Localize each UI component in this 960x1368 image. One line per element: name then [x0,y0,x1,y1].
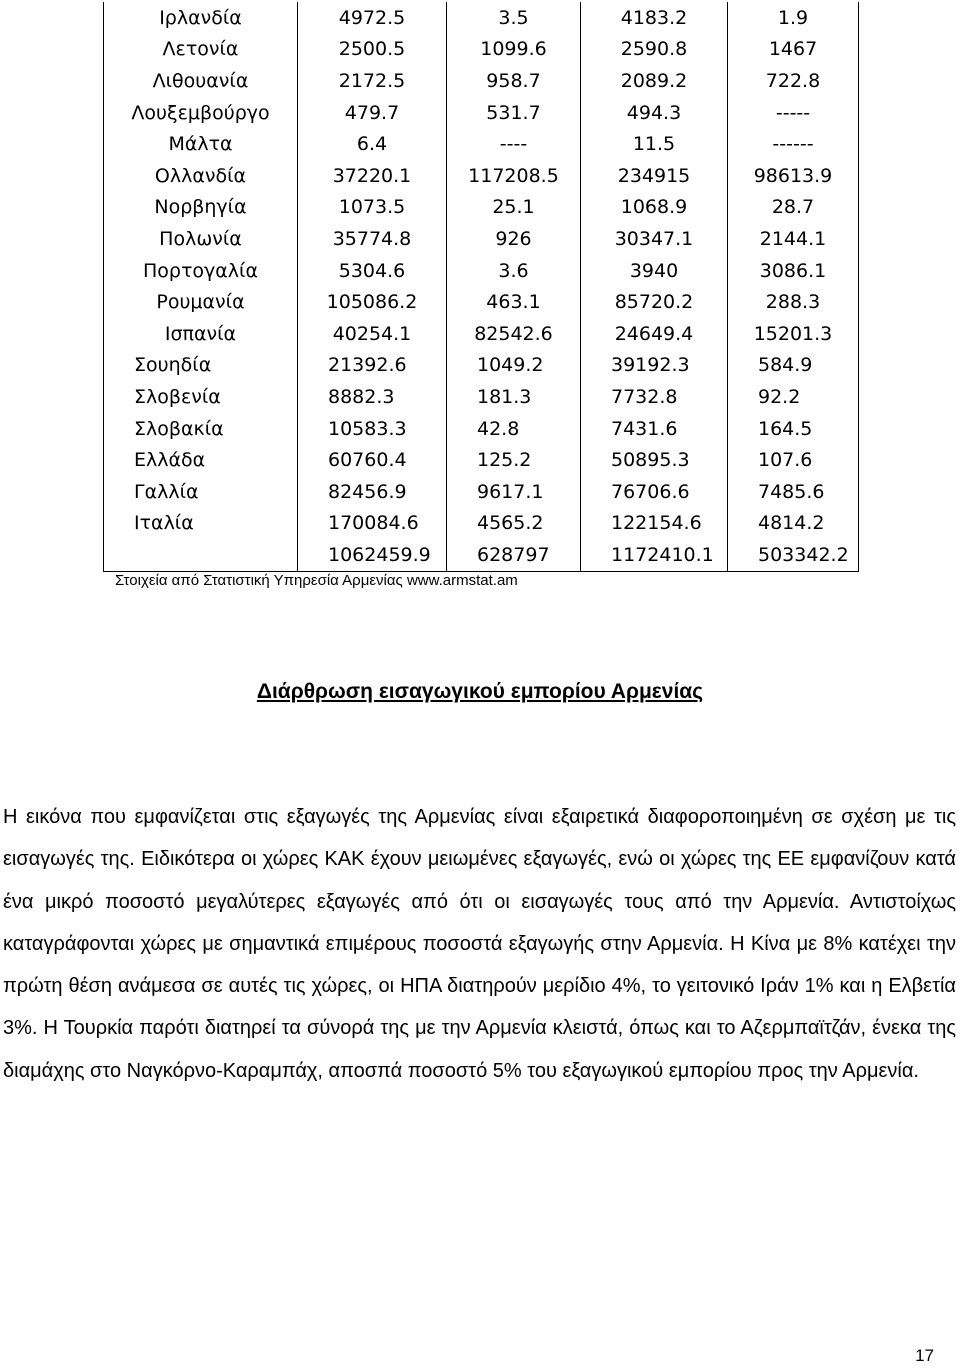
table-row [104,2,859,34]
value-cell-4: 92.2 [728,381,859,413]
table-row [104,381,859,413]
value-cell-1: 2500.5 [298,34,447,66]
country-cell: Ιταλία [104,508,298,540]
value-cell-1: 5304.6 [298,255,447,287]
value-cell-1: 479.7 [298,97,447,129]
value-cell-4: 28.7 [728,192,859,224]
value-cell-1: 21392.6 [298,350,447,382]
country-cell: Πορτογαλία [104,255,298,287]
country-cell: Νορβηγία [104,192,298,224]
section-heading: Διάρθρωση εισαγωγικού εμπορίου Αρμενίας [256,680,704,703]
value-cell-2: 4565.2 [447,508,581,540]
value-cell-3: 7732.8 [581,381,728,413]
value-cell-2: 628797 [447,539,581,571]
country-cell: Ελλάδα [104,444,298,476]
value-cell-1: 8882.3 [298,381,447,413]
value-cell-3: 24649.4 [581,318,728,350]
table-row [104,508,859,540]
value-cell-2: 82542.6 [447,318,581,350]
value-cell-3: 3940 [581,255,728,287]
value-cell-1: 2172.5 [298,65,447,97]
value-cell-4: 15201.3 [728,318,859,350]
value-cell-3: 234915 [581,160,728,192]
country-cell: Σλοβενία [104,381,298,413]
value-cell-4: 98613.9 [728,160,859,192]
value-cell-2: ---- [447,128,581,160]
table-row [104,318,859,350]
country-cell: Γαλλία [104,476,298,508]
value-cell-2: 1099.6 [447,34,581,66]
value-cell-4: 288.3 [728,286,859,318]
value-cell-2: 3.5 [447,2,581,34]
value-cell-4: ----- [728,97,859,129]
table-row [104,128,859,160]
table-row [104,223,859,255]
trade-table [103,2,859,572]
country-cell: Πολωνία [104,223,298,255]
value-cell-3: 50895.3 [581,444,728,476]
value-cell-2: 42.8 [447,413,581,445]
value-cell-1: 6.4 [298,128,447,160]
value-cell-2: 531.7 [447,97,581,129]
table-row [104,286,859,318]
value-cell-4: 584.9 [728,350,859,382]
value-cell-4: 3086.1 [728,255,859,287]
body-paragraph: Η εικόνα που εμφανίζεται στις εξαγωγές της Αρμενίας είναι εξαιρετικά διαφοροποιημένη σε σχέση με τις εισαγωγές της. Ειδικότερα οι χώρες ΚΑΚ έχουν μειωμένες εξαγωγές, ενώ οι χώρες της ΕΕ εμφανίζουν κατά ένα μικρό ποσοστό μεγαλύτερες εξαγωγές από ότι οι εισαγωγές τους από την Αρμενία. Αντιστοίχως καταγράφονται χώρες με σημαντικά επιμέρους ποσοστά εξαγωγής στην Αρμενία. Η Κίνα με 8% κατέχει την πρώτη θέση ανάμεσα σε αυτές τις χώρες, οι ΗΠΑ διατηρούν μερίδιο 4%, το γειτονικό Ιράν 1% και η Ελβετία 3%. Η Τουρκία παρότι διατηρεί τα σύνορά της με την Αρμενία κλειστά, όπως και το Αζερμπαϊτζάν, ένεκα της διαμάχης στο Ναγκόρνο-Καραμπάχ, αποσπά ποσοστό 5% του εξαγωγικού εμπορίου προς την Αρμενία. [3,806,956,1082]
value-cell-1: 105086.2 [298,286,447,318]
table-row [104,34,859,66]
country-cell: Λουξεμβούργο [104,97,298,129]
table-row [104,476,859,508]
value-cell-3: 11.5 [581,128,728,160]
value-cell-1: 60760.4 [298,444,447,476]
value-cell-4: 503342.2 [728,539,859,571]
table-row [104,444,859,476]
value-cell-1: 170084.6 [298,508,447,540]
country-cell: Σλοβακία [104,413,298,445]
country-cell: Σουηδία [104,350,298,382]
value-cell-3: 4183.2 [581,2,728,34]
country-cell: Ολλανδία [104,160,298,192]
table-row [104,160,859,192]
country-cell: Μάλτα [104,128,298,160]
value-cell-3: 2089.2 [581,65,728,97]
value-cell-4: 2144.1 [728,223,859,255]
value-cell-1: 10583.3 [298,413,447,445]
value-cell-1: 82456.9 [298,476,447,508]
value-cell-2: 25.1 [447,192,581,224]
value-cell-4: ------ [728,128,859,160]
value-cell-1: 1073.5 [298,192,447,224]
value-cell-4: 7485.6 [728,476,859,508]
value-cell-3: 1068.9 [581,192,728,224]
country-cell: Λετονία [104,34,298,66]
table-row [104,350,859,382]
value-cell-3: 122154.6 [581,508,728,540]
value-cell-1: 4972.5 [298,2,447,34]
source-note: Στοιχεία από Στατιστική Υπηρεσία Αρμενίας www.armstat.am [115,572,518,589]
value-cell-4: 722.8 [728,65,859,97]
value-cell-4: 1.9 [728,2,859,34]
country-cell: Ιρλανδία [104,2,298,34]
value-cell-1: 35774.8 [298,223,447,255]
value-cell-4: 107.6 [728,444,859,476]
page-number: 17 [915,1346,934,1365]
value-cell-2: 125.2 [447,444,581,476]
country-cell [104,539,298,571]
value-cell-2: 958.7 [447,65,581,97]
value-cell-2: 117208.5 [447,160,581,192]
value-cell-3: 7431.6 [581,413,728,445]
value-cell-3: 494.3 [581,97,728,129]
value-cell-3: 1172410.1 [581,539,728,571]
value-cell-4: 4814.2 [728,508,859,540]
value-cell-3: 76706.6 [581,476,728,508]
value-cell-3: 39192.3 [581,350,728,382]
country-cell: Ισπανία [104,318,298,350]
value-cell-3: 2590.8 [581,34,728,66]
value-cell-3: 85720.2 [581,286,728,318]
value-cell-1: 1062459.9 [298,539,447,571]
value-cell-2: 9617.1 [447,476,581,508]
table-row [104,539,859,571]
country-cell: Λιθουανία [104,65,298,97]
value-cell-1: 37220.1 [298,160,447,192]
country-cell: Ρουμανία [104,286,298,318]
table-row [104,255,859,287]
table-row [104,97,859,129]
value-cell-2: 926 [447,223,581,255]
table-row [104,192,859,224]
value-cell-2: 3.6 [447,255,581,287]
value-cell-4: 164.5 [728,413,859,445]
trade-table-body [104,2,859,571]
table-row [104,65,859,97]
value-cell-4: 1467 [728,34,859,66]
value-cell-2: 463.1 [447,286,581,318]
value-cell-2: 1049.2 [447,350,581,382]
table-row [104,413,859,445]
value-cell-1: 40254.1 [298,318,447,350]
value-cell-2: 181.3 [447,381,581,413]
value-cell-3: 30347.1 [581,223,728,255]
